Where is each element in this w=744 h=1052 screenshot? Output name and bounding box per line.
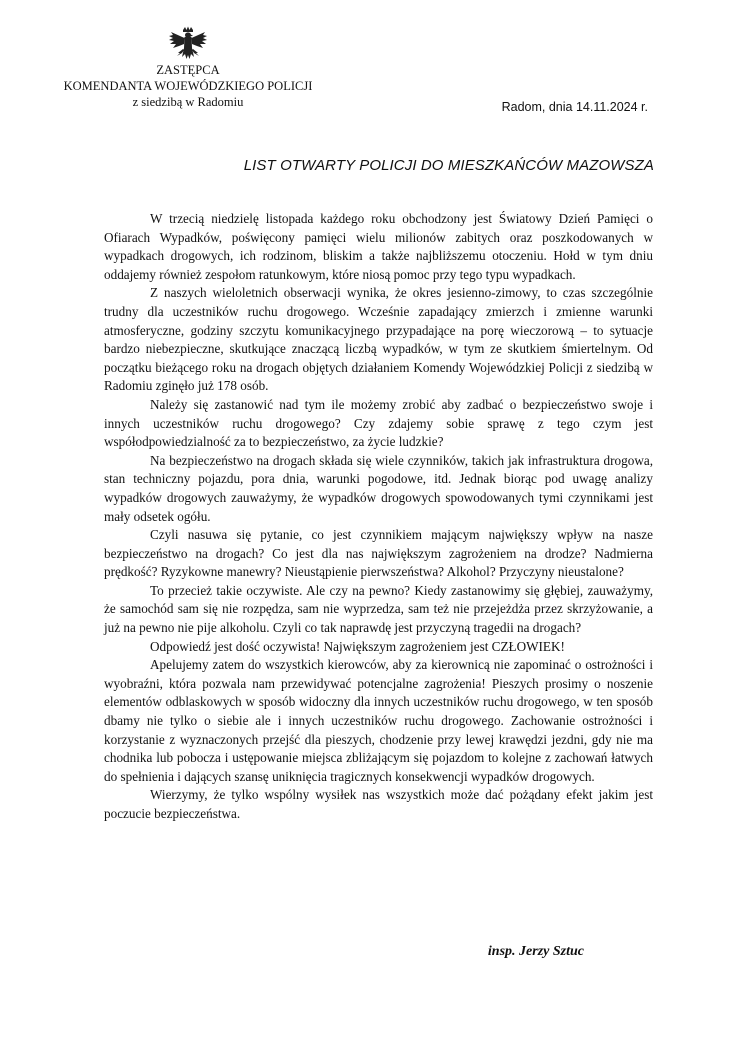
paragraph: To przecież takie oczywiste. Ale czy na pewno? Kiedy zastanowimy się głębiej, zauważymy, że samochód sam się nie rozpędza, sam nie wyprzedza, sam też nie przejeżdża przez skrzyżowanie, a już na pewno nie pije alkoholu. Czyli co tak naprawdę jest przyczyną tragedii na drogach? [104,582,653,636]
paragraph: Czyli nasuwa się pytanie, co jest czynnikiem mającym największy wpływ na nasze bezpieczeństwo na drogach? Co jest dla nas największym zagrożeniem na drodze? Nadmierna prędkość? Ryzykowne manewry? Nieustąpienie pierwszeństwa? Alkohol? Przyczyny nieustalone? [104,527,653,580]
issuer-line-seat: z siedzibą w Radomiu [132,95,244,109]
paragraph: Wierzymy, że tylko wspólny wysiłek nas wszystkich może dać pożądany efekt jakim jest poczucie bezpieczeństwa. [104,787,653,821]
paragraph: Apelujemy zatem do wszystkich kierowców, aby za kierownicą nie zapominać o ostrożności i wyobraźni, która pozwala nam przewidywać potencjalne zagrożenia! Pieszych prosimy o noszenie elementów odblaskowych w sposób widoczny dla innych uczestników ruchu drogowego, w ten sposób dbamy nie tylko o siebie ale i innych uczestników ruchu drogowego. Zachowanie ostrożności i korzystanie z wyznaczonych przejść dla pieszych, chodzenie przy lewej krawędzi jezdni, gdy nie ma chodnika lub pobocza i ustępowanie miejsca zbliżającym się pojazdom to kolejne z zachowań łatwych do spełnienia i dających szansę uniknięcia tragicznych konsekwencji wypadków drogowych. [104,657,653,784]
letter-body [104,210,653,824]
paragraph: Z naszych wieloletnich obserwacji wynika, że okres jesienno-zimowy, to czas szczególnie trudny dla uczestników ruchu drogowego. Wcześnie zapadający zmierzch i zmienne warunki atmosferyczne, godziny szczytu komunikacyjnego przypadające na porę wieczorową – to sytuacje bardzo niebezpieczne, skutkujące znaczącą liczbą wypadków, w tym ze skutkiem śmiertelnym. Od początku bieżącego roku na drogach objętych działaniem Komendy Wojewódzkiej Policji z siedzibą w Radomiu zginęło już 178 osób. [104,285,653,394]
polish-eagle-emblem-icon [168,26,208,64]
issuer-line-position: ZASTĘPCA [156,63,220,77]
document-date: Radom, dnia 14.11.2024 r. [501,100,648,114]
issuer-line-office: KOMENDANTA WOJEWÓDZKIEGO POLICJI [63,79,313,93]
paragraph: Należy się zastanowić nad tym ile możemy zrobić aby zadbać o bezpieczeństwo swoje i innych uczestników ruchu drogowego? Czy zdajemy sobie sprawę z tego czym jest współodpowiedzialność za to bezpieczeństwo, za życie ludzkie? [104,396,653,450]
paragraph: W trzecią niedzielę listopada każdego roku obchodzony jest Światowy Dzień Pamięci o Ofiarach Wypadków, poświęcony pamięci wielu milionów zabitych oraz poszkodowanych w wypadkach drogowych, ich rodzinom, bliskim a także najbliższemu otoczeniu. Hołd w tym dniu oddajemy również zespołom ratunkowym, które niosą pomoc przy tego typu wypadkach. [104,211,653,282]
paragraph: Na bezpieczeństwo na drogach składa się wiele czynników, takich jak infrastruktura drogowa, stan techniczny pojazdu, pora dnia, warunki pogodowe, itd. Jednak biorąc pod uwagę analizy wypadków drogowych zauważymy, że wypadków drogowych spowodowanych tymi czynnikami jest mały odsetek ogółu. [104,452,653,524]
signature: insp. Jerzy Sztuc [487,944,584,959]
document-title: LIST OTWARTY POLICJI DO MIESZKAŃCÓW MAZOWSZA [243,157,654,174]
issuer-block [40,62,336,110]
paragraph: Odpowiedź jest dość oczywista! Największym zagrożeniem jest CZŁOWIEK! [150,638,565,654]
